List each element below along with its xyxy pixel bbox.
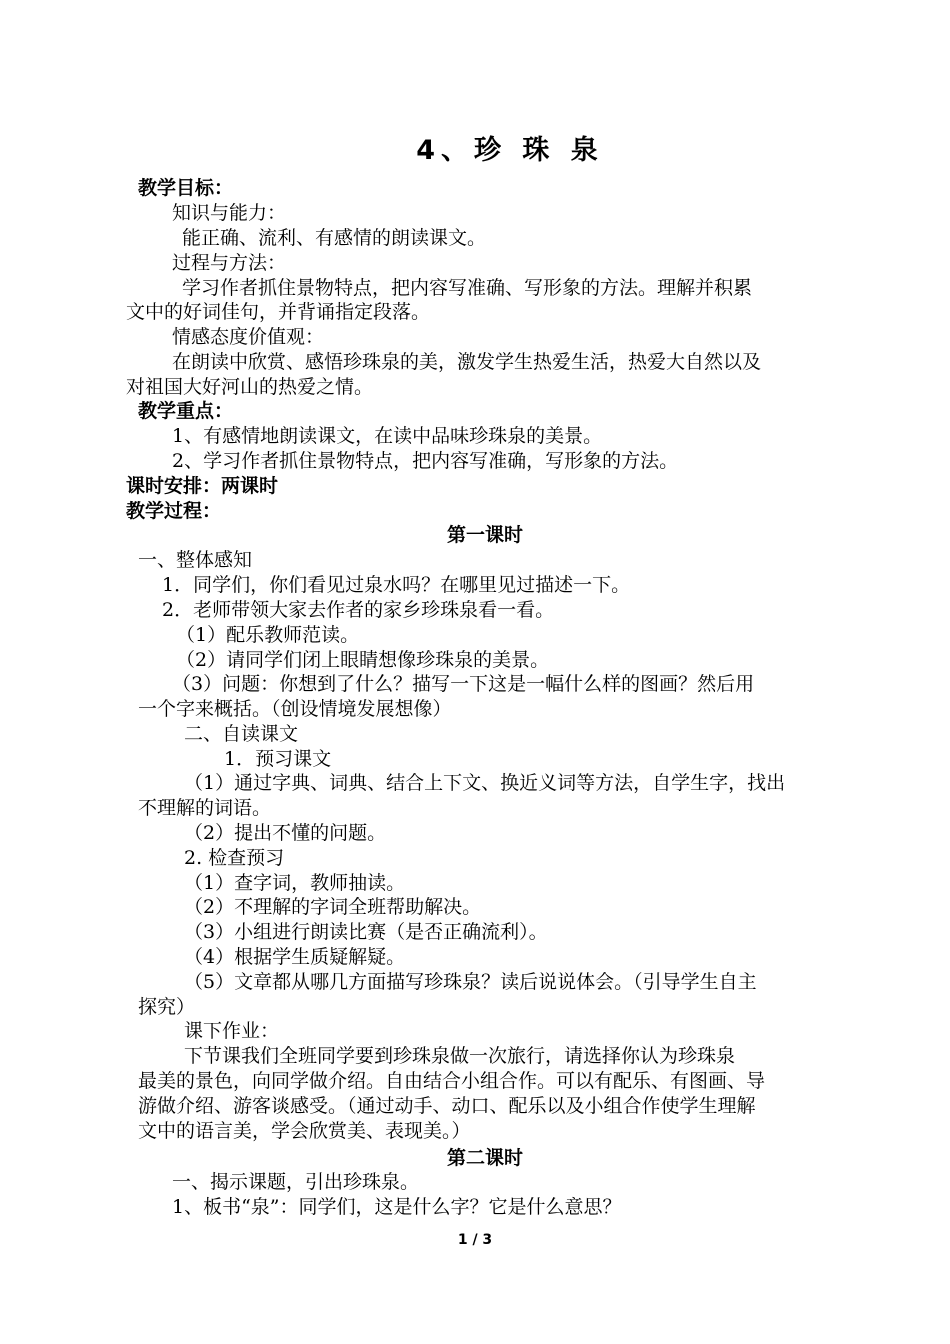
heading-second-lesson: 第二课时 [446, 1147, 523, 1169]
text-line: 2、学习作者抓住景物特点，把内容写准确，写形象的方法。 [172, 450, 679, 472]
text-line: 下节课我们全班同学要到珍珠泉做一次旅行，请选择你认为珍珠泉 [184, 1045, 736, 1067]
text-line: （5）文章都从哪几方面描写珍珠泉？读后说说体会。（引导学生自主 [184, 971, 757, 993]
text-line: （4）根据学生质疑解疑。 [184, 946, 406, 968]
text-line: 最美的景色，向同学做介绍。自由结合小组合作。可以有配乐、有图画、导 [138, 1070, 766, 1092]
heading-key-points: 教学重点： [138, 400, 234, 422]
document-title: 4、珍 珠 泉 [416, 135, 604, 166]
text-line: 过程与方法： [172, 252, 287, 274]
text-line: 不理解的词语。 [138, 797, 272, 819]
text-line: （2）不理解的字词全班帮助解决。 [184, 896, 482, 918]
text-line: 情感态度价值观： [172, 326, 325, 348]
text-line: 对祖国大好河山的热爱之情。 [126, 376, 374, 398]
text-line: 在朗读中欣赏、感悟珍珠泉的美，激发学生热爱生活，热爱大自然以及 [172, 351, 762, 373]
text-line: （1）配乐教师范读。 [176, 624, 360, 646]
heading-teaching-goals: 教学目标： [138, 177, 234, 199]
text-line: 1．同学们，你们看见过泉水吗？在哪里见过描述一下。 [162, 574, 631, 596]
text-line: （2）提出不懂的问题。 [184, 822, 387, 844]
text-line: 文中的语言美，学会欣赏美、表现美。） [138, 1120, 471, 1142]
page-number: 1 / 3 [457, 1232, 493, 1248]
text-line: （1）通过字典、词典、结合上下文、换近义词等方法，自学生字，找出 [184, 772, 786, 794]
text-line: （3）小组进行朗读比赛（是否正确流利）。 [184, 921, 548, 943]
text-line: 学习作者抓住景物特点，把内容写准确、写形象的方法。理解并积累 [182, 277, 753, 299]
text-line: 2．老师带领大家去作者的家乡珍珠泉看一看。 [162, 599, 555, 621]
text-line: 一、整体感知 [138, 549, 253, 571]
text-line: 知识与能力： [172, 202, 287, 224]
text-line: 一个字来概括。（创设情境发展想像） [138, 698, 452, 720]
heading-process: 教学过程： [126, 500, 222, 522]
text-line: 2. 检查预习 [184, 847, 285, 869]
text-line: 一、揭示课题，引出珍珠泉。 [172, 1171, 420, 1193]
text-line: 1、板书“泉”：同学们，这是什么字？它是什么意思？ [172, 1196, 622, 1218]
text-line: （3）问题：你想到了什么？描写一下这是一幅什么样的图画？然后用 [172, 673, 755, 695]
text-line: 课下作业： [184, 1020, 280, 1042]
text-line: 1．预习课文 [224, 748, 332, 770]
heading-schedule: 课时安排：两课时 [126, 475, 279, 497]
text-line: 文中的好词佳句，并背诵指定段落。 [126, 301, 431, 323]
heading-first-lesson: 第一课时 [446, 524, 523, 546]
text-line: 探究） [138, 996, 196, 1018]
text-line: 游做介绍、游客谈感受。（通过动手、动口、配乐以及小组合作使学生理解 [138, 1095, 756, 1117]
text-line: （1）查字词，教师抽读。 [184, 872, 406, 894]
text-line: 能正确、流利、有感情的朗读课文。 [182, 227, 487, 249]
text-line: 1、有感情地朗读课文，在读中品味珍珠泉的美景。 [172, 425, 603, 447]
text-line: 二、自读课文 [184, 723, 299, 745]
text-line: （2）请同学们闭上眼睛想像珍珠泉的美景。 [176, 649, 550, 671]
